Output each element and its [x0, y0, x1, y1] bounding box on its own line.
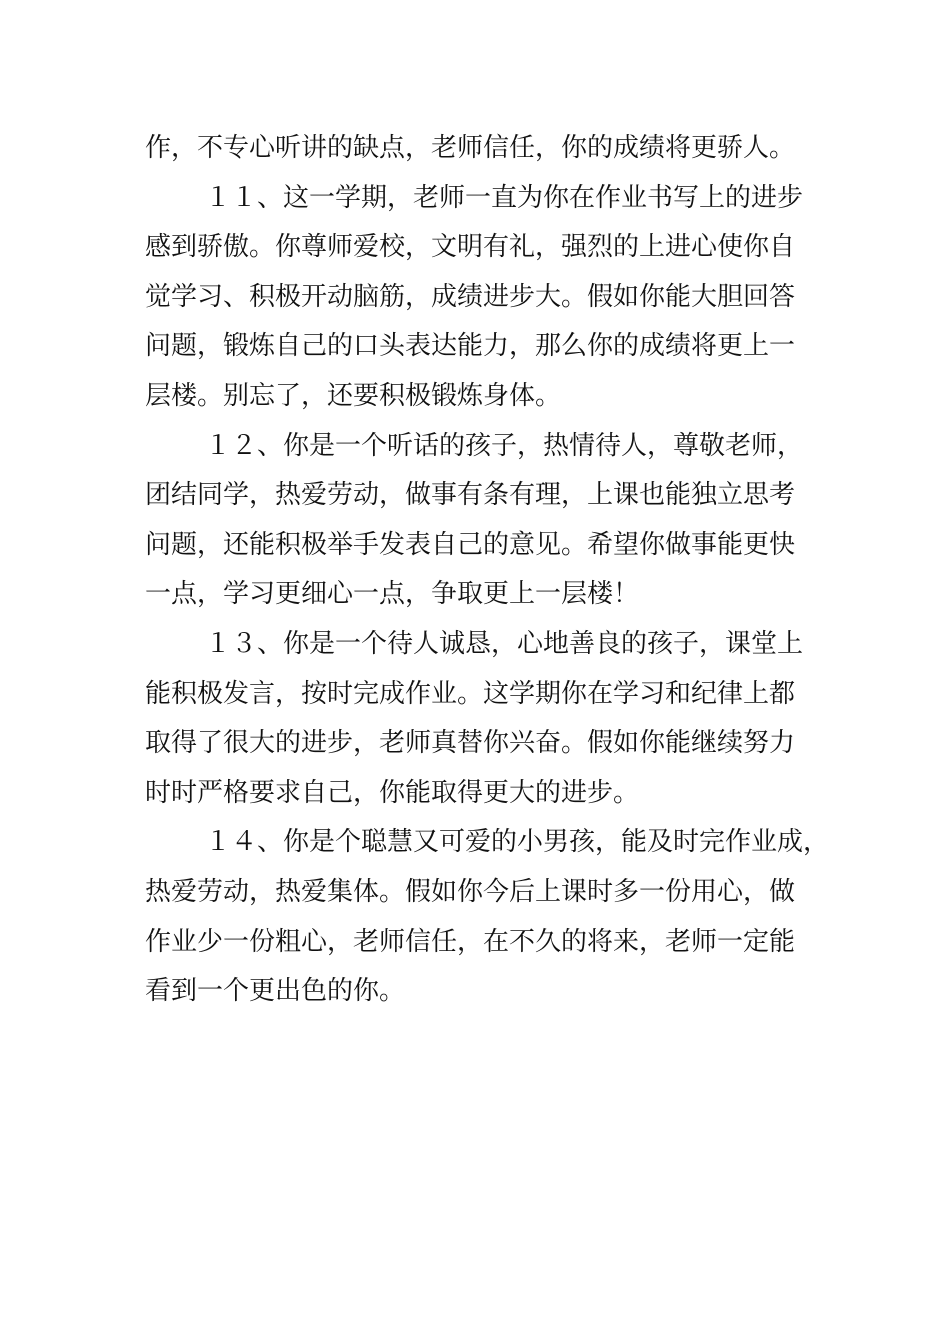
- text-line: １３、你是一个待人诚恳，心地善良的孩子，课堂上: [205, 628, 804, 659]
- paragraph-11: [145, 174, 817, 422]
- paragraph-13: [145, 620, 817, 818]
- text-line: 问题，还能积极举手发表自己的意见。希望你做事能更快: [145, 529, 796, 560]
- text-line: 取得了很大的进步，老师真替你兴奋。假如你能继续努力: [145, 728, 796, 759]
- paragraph-12: [145, 422, 817, 620]
- text-line: １１、这一学期，老师一直为你在作业书写上的进步: [205, 182, 804, 213]
- text-line: 热爱劳动，热爱集体。假如你今后上课时多一份用心，做: [145, 876, 796, 907]
- text-line: 能积极发言，按时完成作业。这学期你在学习和纪律上都: [145, 678, 796, 709]
- text-line: 一点，学习更细心一点，争取更上一层楼！: [145, 579, 640, 610]
- text-line: 团结同学，热爱劳动，做事有条有理，上课也能独立思考: [145, 480, 796, 511]
- paragraph-14: [145, 818, 830, 1016]
- text-line: 觉学习、积极开动脑筋，成绩进步大。假如你能大胆回答: [145, 281, 796, 312]
- text-line: 时时严格要求自己，你能取得更大的进步。: [145, 777, 640, 808]
- text-line: １２、你是一个听话的孩子，热情待人，尊敬老师，: [205, 430, 804, 461]
- text-line: 看到一个更出色的你。: [145, 976, 406, 1007]
- text-line: 作业少一份粗心，老师信任，在不久的将来，老师一定能: [145, 926, 796, 957]
- text-line: 感到骄傲。你尊师爱校，文明有礼，强烈的上进心使你自: [145, 232, 796, 263]
- text-line: 层楼。别忘了，还要积极锻炼身体。: [145, 380, 562, 411]
- text-line: 问题，锻炼自己的口头表达能力，那么你的成绩将更上一: [145, 331, 796, 362]
- text-line: 作，不专心听讲的缺点，老师信任，你的成绩将更骄人。: [145, 133, 796, 163]
- text-line: １４、你是个聪慧又可爱的小男孩，能及时完作业成，: [205, 827, 830, 858]
- document-body: [145, 124, 830, 1017]
- continuation-paragraph: [145, 124, 817, 174]
